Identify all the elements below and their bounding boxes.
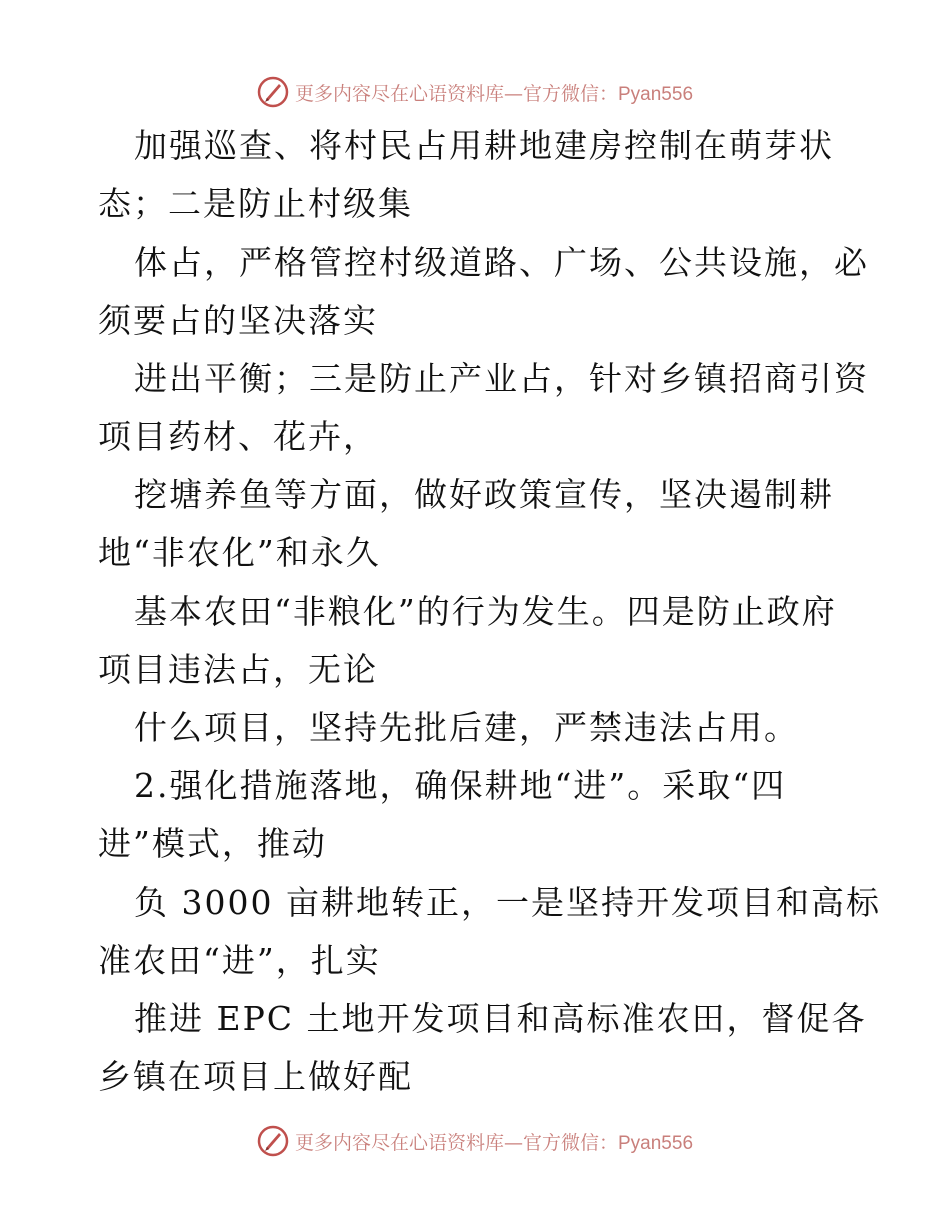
text-line: 2.强化措施落地，确保耕地“进”。采取“四 bbox=[134, 766, 787, 805]
watermark-header bbox=[0, 72, 950, 112]
text-line: 什么项目，坚持先批后建，严禁违法占用。 bbox=[134, 708, 799, 747]
text-line: 进”模式，推动 bbox=[98, 824, 327, 863]
wechat-id: Pyan556 bbox=[618, 83, 694, 105]
text-line: 体占，严格管控村级道路、广场、公共设施，必 bbox=[134, 243, 869, 282]
text-line: 项目药材、花卉， bbox=[98, 417, 378, 456]
watermark-text: 更多内容尽在心语资料库—官方微信：Pyan556 bbox=[294, 82, 694, 105]
text-line: 进出平衡；三是防止产业占，针对乡镇招商引资 bbox=[134, 359, 869, 398]
text-line: 挖塘养鱼等方面，做好政策宣传，坚决遏制耕 bbox=[134, 475, 834, 514]
text-line: 负 3000 亩耕地转正，一是坚持开发项目和高标 bbox=[134, 883, 881, 922]
text-line: 项目违法占，无论 bbox=[98, 650, 378, 689]
text-line: 加强巡查、将村民占用耕地建房控制在萌芽状 bbox=[134, 126, 834, 165]
wechat-id: Pyan556 bbox=[618, 1132, 694, 1154]
text-line: 态；二是防止村级集 bbox=[98, 184, 413, 223]
text-line: 基本农田“非粮化”的行为发生。四是防止政府 bbox=[134, 592, 837, 631]
feather-pen-icon bbox=[257, 1125, 289, 1157]
text-line: 推进 EPC 土地开发项目和高标准农田，督促各 bbox=[134, 999, 867, 1038]
text-line: 地“非农化”和永久 bbox=[98, 533, 381, 572]
watermark-text: 更多内容尽在心语资料库—官方微信：Pyan556 bbox=[294, 1131, 694, 1154]
text-line: 乡镇在项目上做好配 bbox=[98, 1057, 413, 1096]
feather-pen-icon bbox=[257, 76, 289, 108]
text-line: 须要占的坚决落实 bbox=[98, 301, 378, 340]
text-line: 准农田“进”，扎实 bbox=[98, 941, 381, 980]
watermark-footer bbox=[0, 1121, 950, 1161]
